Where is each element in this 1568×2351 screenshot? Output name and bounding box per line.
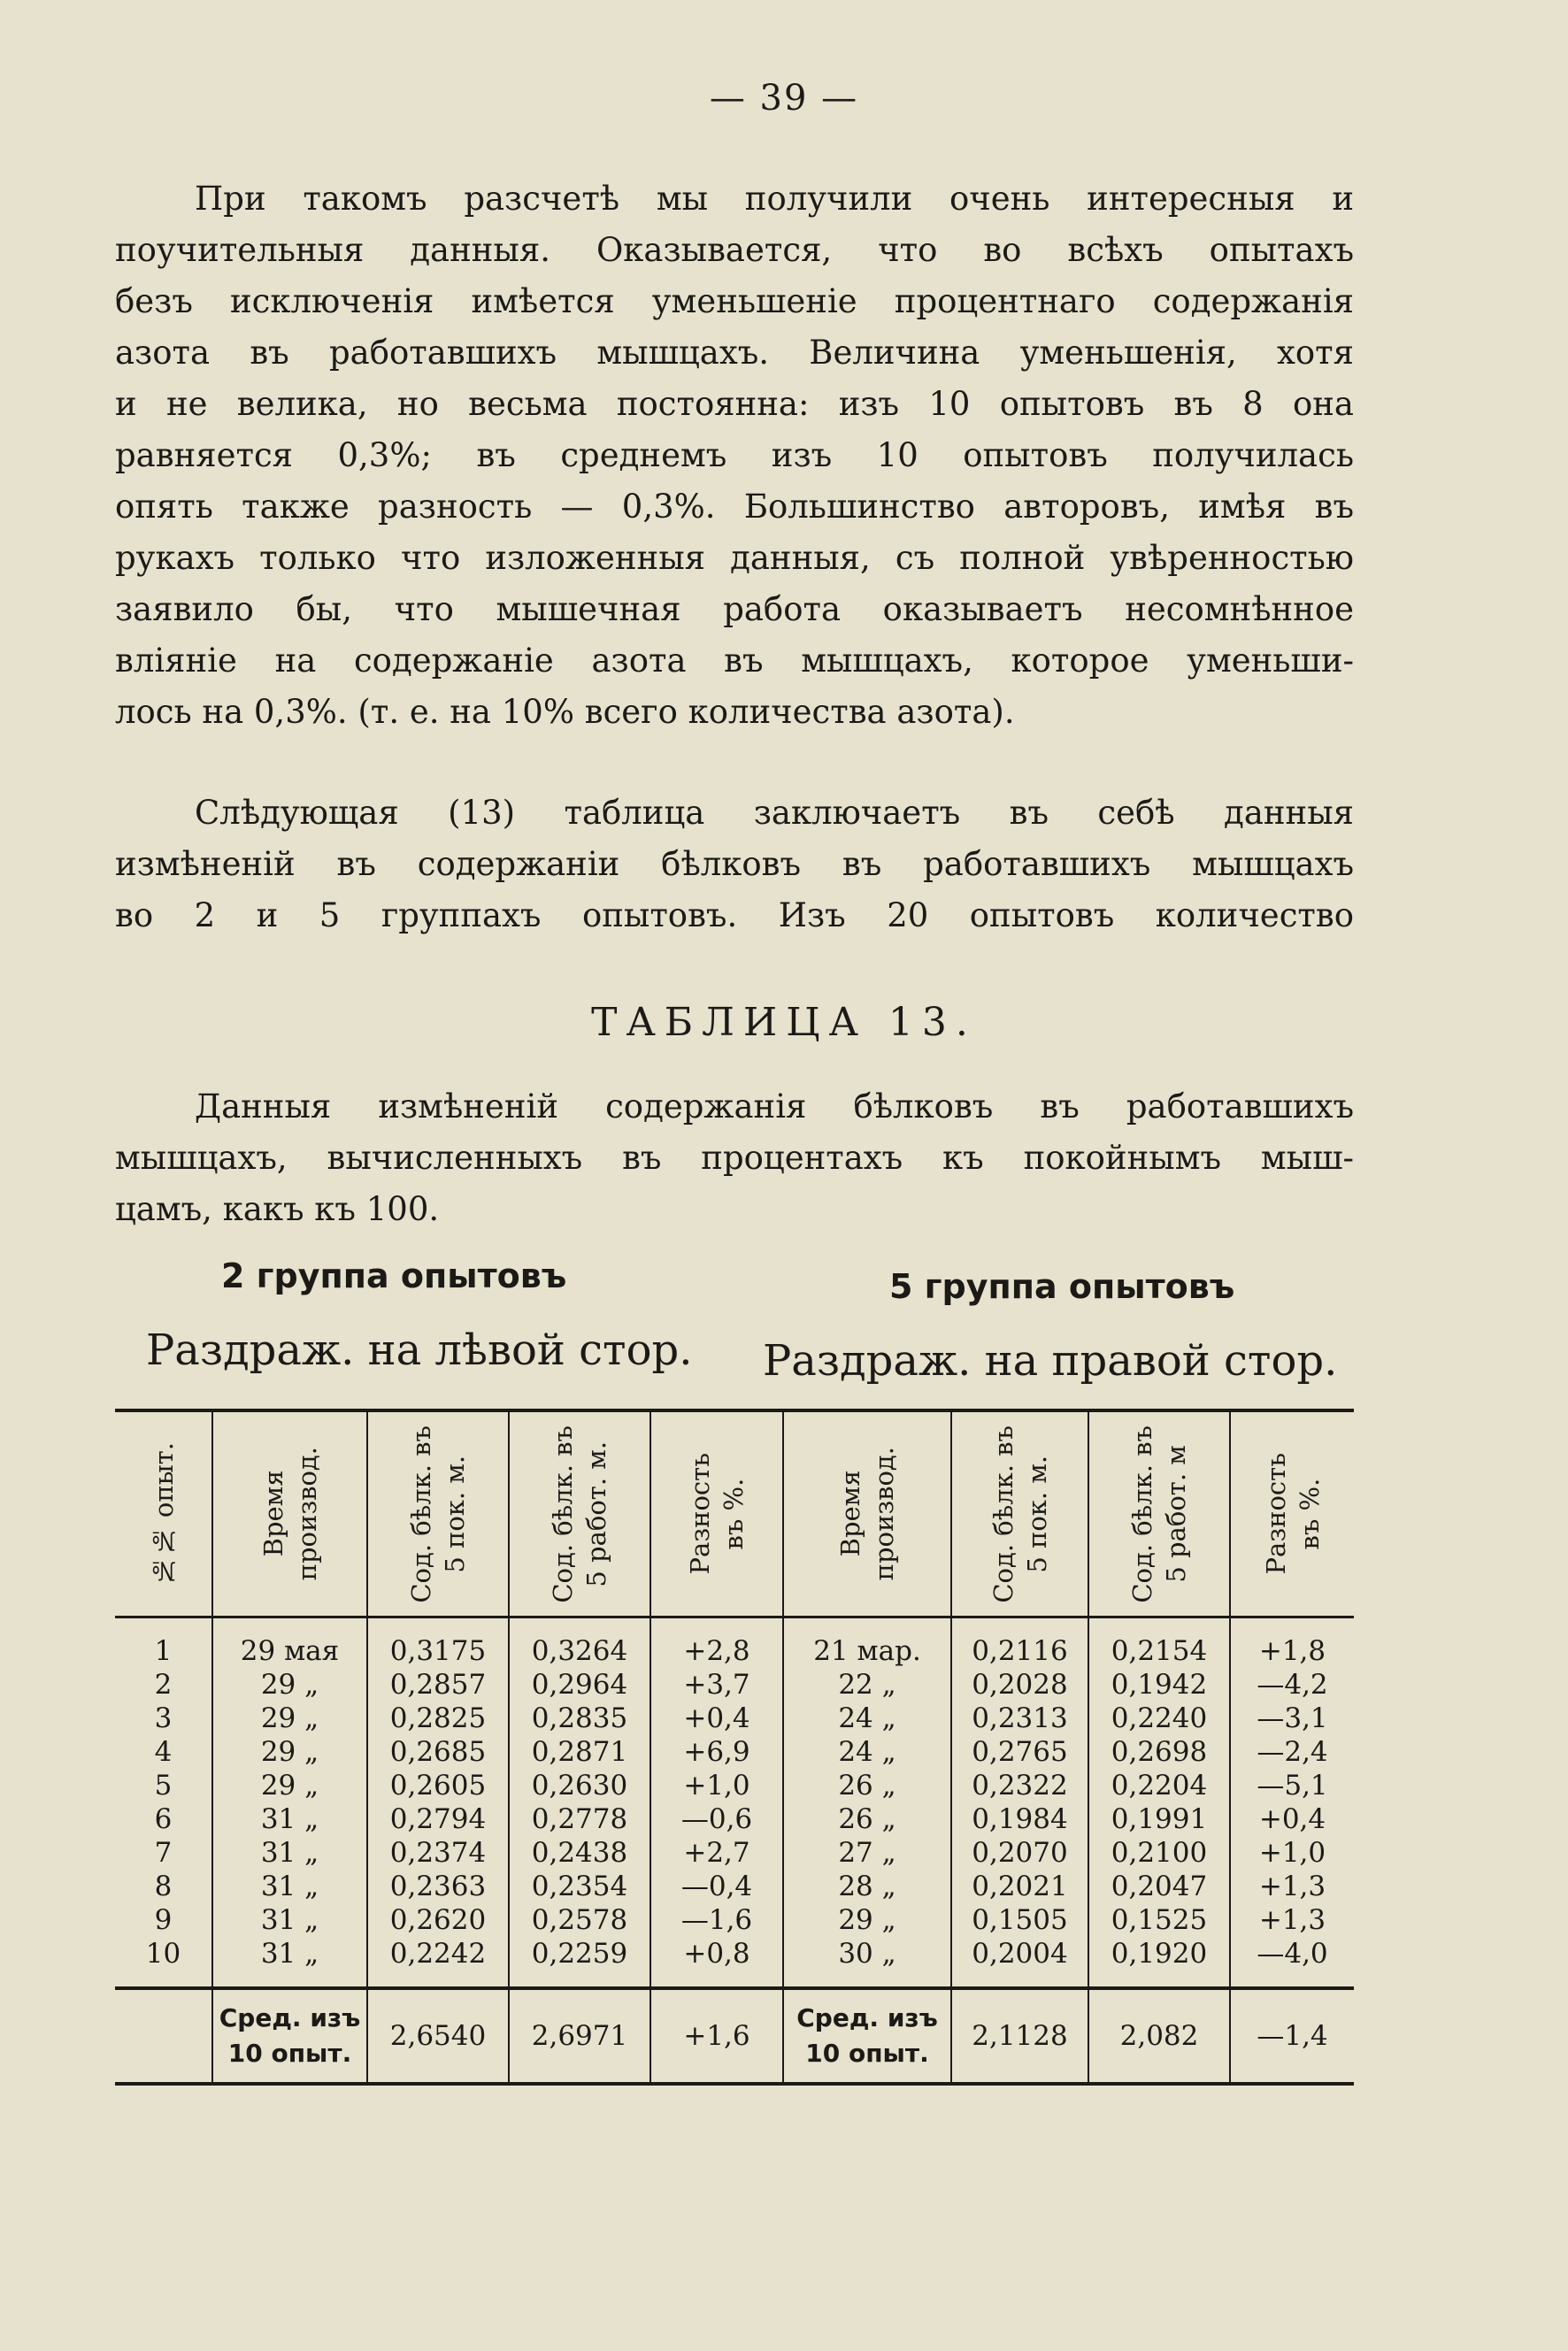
table-cell: 0,1505 bbox=[951, 1903, 1088, 1937]
table-cell: 0,1942 bbox=[1088, 1668, 1230, 1702]
table-cell: 5 bbox=[115, 1769, 212, 1802]
header-cell bbox=[783, 1410, 951, 1617]
table-cell: 0,2116 bbox=[951, 1617, 1088, 1669]
header-label: Разность въ %. bbox=[1260, 1453, 1325, 1575]
table-cell: 0,2021 bbox=[951, 1870, 1088, 1903]
header-label: Разность въ %. bbox=[685, 1453, 749, 1575]
table-cell: 0,2240 bbox=[1088, 1702, 1230, 1735]
header-cell bbox=[509, 1410, 650, 1617]
header-cell bbox=[115, 1410, 212, 1617]
table-cell: 6 bbox=[115, 1802, 212, 1836]
table-cell: +2,8 bbox=[650, 1617, 783, 1669]
table-cell bbox=[212, 1988, 367, 2084]
group-2-subtitle: Раздраж. на лѣвой стор. bbox=[146, 1325, 693, 1375]
table-row bbox=[115, 1903, 1354, 1937]
table-cell: 9 bbox=[115, 1903, 212, 1937]
table-cell: 26 „ bbox=[783, 1769, 951, 1802]
table-cell: 29 „ bbox=[212, 1702, 367, 1735]
header-label: №№ опыт. bbox=[148, 1441, 179, 1587]
table-cell: 27 „ bbox=[783, 1836, 951, 1870]
table-cell: —1,4 bbox=[1230, 1988, 1354, 2084]
text-line: безъ исключенія имѣется уменьшеніе процентнаго содержанія bbox=[115, 282, 1354, 320]
table-cell: 0,2835 bbox=[509, 1702, 650, 1735]
table-cell: 0,2765 bbox=[951, 1735, 1088, 1769]
table-cell: 0,2322 bbox=[951, 1769, 1088, 1802]
table-cell: 2,082 bbox=[1088, 1988, 1230, 2084]
text-line: во 2 и 5 группахъ опытовъ. Изъ 20 опытовъ количество bbox=[115, 896, 1354, 934]
table-cell: 0,2100 bbox=[1088, 1836, 1230, 1870]
table-cell: 24 „ bbox=[783, 1702, 951, 1735]
text-line: Слѣдующая (13) таблица заключаетъ въ себѣ данныя bbox=[195, 794, 1354, 832]
header-label: Время производ. bbox=[257, 1447, 322, 1581]
text-line: опять также разность — 0,3%. Большинство авторовъ, имѣя въ bbox=[115, 488, 1354, 526]
table-cell: +1,3 bbox=[1258, 1904, 1326, 1936]
table-cell: 0,2004 bbox=[951, 1937, 1088, 1988]
text-line: поучительныя данныя. Оказывается, что во всѣхъ опытахъ bbox=[115, 231, 1354, 269]
header-label: Сод. бѣлк. въ 5 пок. м. bbox=[988, 1425, 1052, 1603]
table-cell: 31 „ bbox=[212, 1937, 367, 1988]
text-line: азота въ работавшихъ мышцахъ. Величина уменьшенія, хотя bbox=[115, 334, 1354, 372]
table-cell: +1,0 bbox=[1258, 1837, 1326, 1869]
table-cell: 2 bbox=[115, 1668, 212, 1702]
header-row bbox=[115, 1410, 1354, 1617]
paragraph-2 bbox=[115, 788, 1354, 941]
table-cell: 29 „ bbox=[212, 1735, 367, 1769]
text-line: измѣненій въ содержаніи бѣлковъ въ работавшихъ мышцахъ bbox=[115, 845, 1354, 883]
table-caption bbox=[115, 1081, 1354, 1235]
text-line: и не велика, но весьма постоянна: изъ 10 опытовъ въ 8 она bbox=[115, 385, 1354, 423]
table-cell: 0,2630 bbox=[509, 1769, 650, 1802]
table-row bbox=[115, 1668, 1354, 1702]
group-5-subtitle: Раздраж. на правой стор. bbox=[763, 1336, 1338, 1386]
caption-line: цамъ, какъ къ 100. bbox=[115, 1190, 440, 1228]
table-cell: 8 bbox=[115, 1870, 212, 1903]
table-row bbox=[115, 1617, 1354, 1669]
table-cell: 0,1525 bbox=[1088, 1903, 1230, 1937]
header-label: Сод. бѣлк. въ 5 работ. м. bbox=[548, 1425, 611, 1603]
table-cell: 0,3264 bbox=[509, 1617, 650, 1669]
table-cell: 0,2778 bbox=[509, 1802, 650, 1836]
text-line: лось на 0,3%. (т. е. на 10% всего количества азота). bbox=[115, 693, 1015, 731]
text-line: рукахъ только что изложенныя данныя, съ полной увѣренностью bbox=[115, 539, 1354, 577]
table-cell: 28 „ bbox=[783, 1870, 951, 1903]
table-cell: 0,2438 bbox=[509, 1836, 650, 1870]
table-cell: 0,2698 bbox=[1088, 1735, 1230, 1769]
table-cell: 0,2871 bbox=[509, 1735, 650, 1769]
table-cell: 0,2578 bbox=[509, 1903, 650, 1937]
header-cell bbox=[367, 1410, 509, 1617]
table-cell: 0,2363 bbox=[367, 1870, 509, 1903]
table-cell: 2,6971 bbox=[509, 1988, 650, 2084]
table-cell: 0,2794 bbox=[367, 1802, 509, 1836]
table-cell: 4 bbox=[115, 1735, 212, 1769]
table-cell: 3 bbox=[115, 1702, 212, 1735]
table-row bbox=[115, 1870, 1354, 1903]
page-number: — 39 — bbox=[709, 78, 859, 119]
table-cell: 0,2313 bbox=[951, 1702, 1088, 1735]
header-label: Сод. бѣлк. въ 5 работ. м bbox=[1127, 1425, 1191, 1603]
header-label: Время производ. bbox=[835, 1447, 899, 1581]
table-cell: 0,2605 bbox=[367, 1769, 509, 1802]
table-cell: 0,2028 bbox=[951, 1668, 1088, 1702]
text-line: При такомъ разсчетѣ мы получили очень интересныя и bbox=[195, 180, 1354, 218]
table-cell: —0,4 bbox=[650, 1870, 783, 1903]
table-cell: 0,1984 bbox=[951, 1802, 1088, 1836]
table-cell: 0,2259 bbox=[509, 1937, 650, 1988]
caption-line: мышцахъ, вычисленныхъ въ процентахъ къ покойнымъ мыш- bbox=[115, 1139, 1354, 1177]
table-cell: 0,2154 bbox=[1088, 1617, 1230, 1669]
group-2-title: 2 группа опытовъ bbox=[221, 1256, 567, 1295]
text-line: заявило бы, что мышечная работа оказываетъ несомнѣнное bbox=[115, 590, 1354, 628]
table-cell: 31 „ bbox=[212, 1836, 367, 1870]
table-cell: 2,1128 bbox=[951, 1988, 1088, 2084]
header-cell bbox=[650, 1410, 783, 1617]
header-cell bbox=[212, 1410, 367, 1617]
table-cell: 26 „ bbox=[783, 1802, 951, 1836]
table-cell: +1,3 bbox=[1258, 1871, 1326, 1902]
average-label: 10 опыт. bbox=[805, 2039, 929, 2068]
table-cell: +6,9 bbox=[650, 1735, 783, 1769]
table-cell: —5,1 bbox=[1257, 1770, 1328, 1802]
table-cell: —4,0 bbox=[1257, 1938, 1328, 1970]
table-cell: 1 bbox=[115, 1617, 212, 1669]
table-row bbox=[115, 1836, 1354, 1870]
text-line: вліяніе на содержаніе азота въ мышцахъ, которое уменьши- bbox=[115, 642, 1354, 680]
table-row bbox=[115, 1802, 1354, 1836]
table-cell: +0,4 bbox=[650, 1702, 783, 1735]
table-cell: 0,2374 bbox=[367, 1836, 509, 1870]
table-cell: 31 „ bbox=[212, 1903, 367, 1937]
table-cell: +0,8 bbox=[650, 1937, 783, 1988]
table-cell bbox=[783, 1988, 951, 2084]
table-cell: 21 мар. bbox=[783, 1617, 951, 1669]
table-cell: 29 „ bbox=[783, 1903, 951, 1937]
table-cell: 0,2070 bbox=[951, 1836, 1088, 1870]
table-row bbox=[115, 1735, 1354, 1769]
table-cell: 0,2964 bbox=[509, 1668, 650, 1702]
data-table bbox=[115, 1409, 1354, 2086]
table-cell: 0,2242 bbox=[367, 1937, 509, 1988]
table-cell: 0,2354 bbox=[509, 1870, 650, 1903]
group-5-title: 5 группа опытовъ bbox=[889, 1267, 1235, 1306]
table-cell: +2,7 bbox=[650, 1836, 783, 1870]
paragraph-1 bbox=[115, 173, 1354, 738]
table-cell: +3,7 bbox=[650, 1668, 783, 1702]
table-cell bbox=[115, 1988, 212, 2084]
table-cell: 24 „ bbox=[783, 1735, 951, 1769]
header-cell bbox=[951, 1410, 1088, 1617]
table-cell: 29 мая bbox=[212, 1617, 367, 1669]
table-cell: —0,6 bbox=[650, 1802, 783, 1836]
table-row bbox=[115, 1702, 1354, 1735]
table-cell: 0,2857 bbox=[367, 1668, 509, 1702]
table-cell: 0,2825 bbox=[367, 1702, 509, 1735]
table-cell: 31 „ bbox=[212, 1802, 367, 1836]
table-cell: 0,3175 bbox=[367, 1617, 509, 1669]
table-cell: 7 bbox=[115, 1836, 212, 1870]
table-cell: 0,2685 bbox=[367, 1735, 509, 1769]
header-label: Сод. бѣлк. въ 5 пок. м. bbox=[406, 1425, 470, 1603]
table-cell: —4,2 bbox=[1257, 1669, 1328, 1701]
header-cell bbox=[1230, 1410, 1354, 1617]
table-cell: 29 „ bbox=[212, 1668, 367, 1702]
average-label: Сред. изъ bbox=[219, 2003, 361, 2032]
table-cell: 29 „ bbox=[212, 1769, 367, 1802]
table-cell: 22 „ bbox=[783, 1668, 951, 1702]
table-cell: 0,2204 bbox=[1088, 1769, 1230, 1802]
header-cell bbox=[1088, 1410, 1230, 1617]
table-cell: +1,6 bbox=[650, 1988, 783, 2084]
table-cell: 30 „ bbox=[783, 1937, 951, 1988]
table-cell: +0,4 bbox=[1258, 1803, 1326, 1835]
table-cell: 0,1920 bbox=[1088, 1937, 1230, 1988]
text-line: равняется 0,3%; въ среднемъ изъ 10 опытовъ получилась bbox=[115, 436, 1354, 474]
average-row bbox=[115, 1988, 1354, 2084]
table-cell: 31 „ bbox=[212, 1870, 367, 1903]
table-cell: 0,2047 bbox=[1088, 1870, 1230, 1903]
table-cell: +1,0 bbox=[650, 1769, 783, 1802]
table-cell: 2,6540 bbox=[367, 1988, 509, 2084]
table-cell: 0,2620 bbox=[367, 1903, 509, 1937]
table-cell: —2,4 bbox=[1257, 1736, 1328, 1768]
table-cell: —3,1 bbox=[1257, 1702, 1328, 1734]
average-label: 10 опыт. bbox=[227, 2039, 352, 2068]
average-label: Сред. изъ bbox=[796, 2003, 938, 2032]
table-cell: 10 bbox=[115, 1937, 212, 1988]
table-row bbox=[115, 1769, 1354, 1802]
caption-line: Данныя измѣненій содержанія бѣлковъ въ работавшихъ bbox=[195, 1087, 1354, 1126]
table-row bbox=[115, 1937, 1354, 1988]
table-title: ТАБЛИЦА 13. bbox=[591, 1000, 977, 1045]
table-cell: +1,8 bbox=[1258, 1635, 1326, 1667]
table-cell: 0,1991 bbox=[1088, 1802, 1230, 1836]
table-cell: —1,6 bbox=[650, 1903, 783, 1937]
